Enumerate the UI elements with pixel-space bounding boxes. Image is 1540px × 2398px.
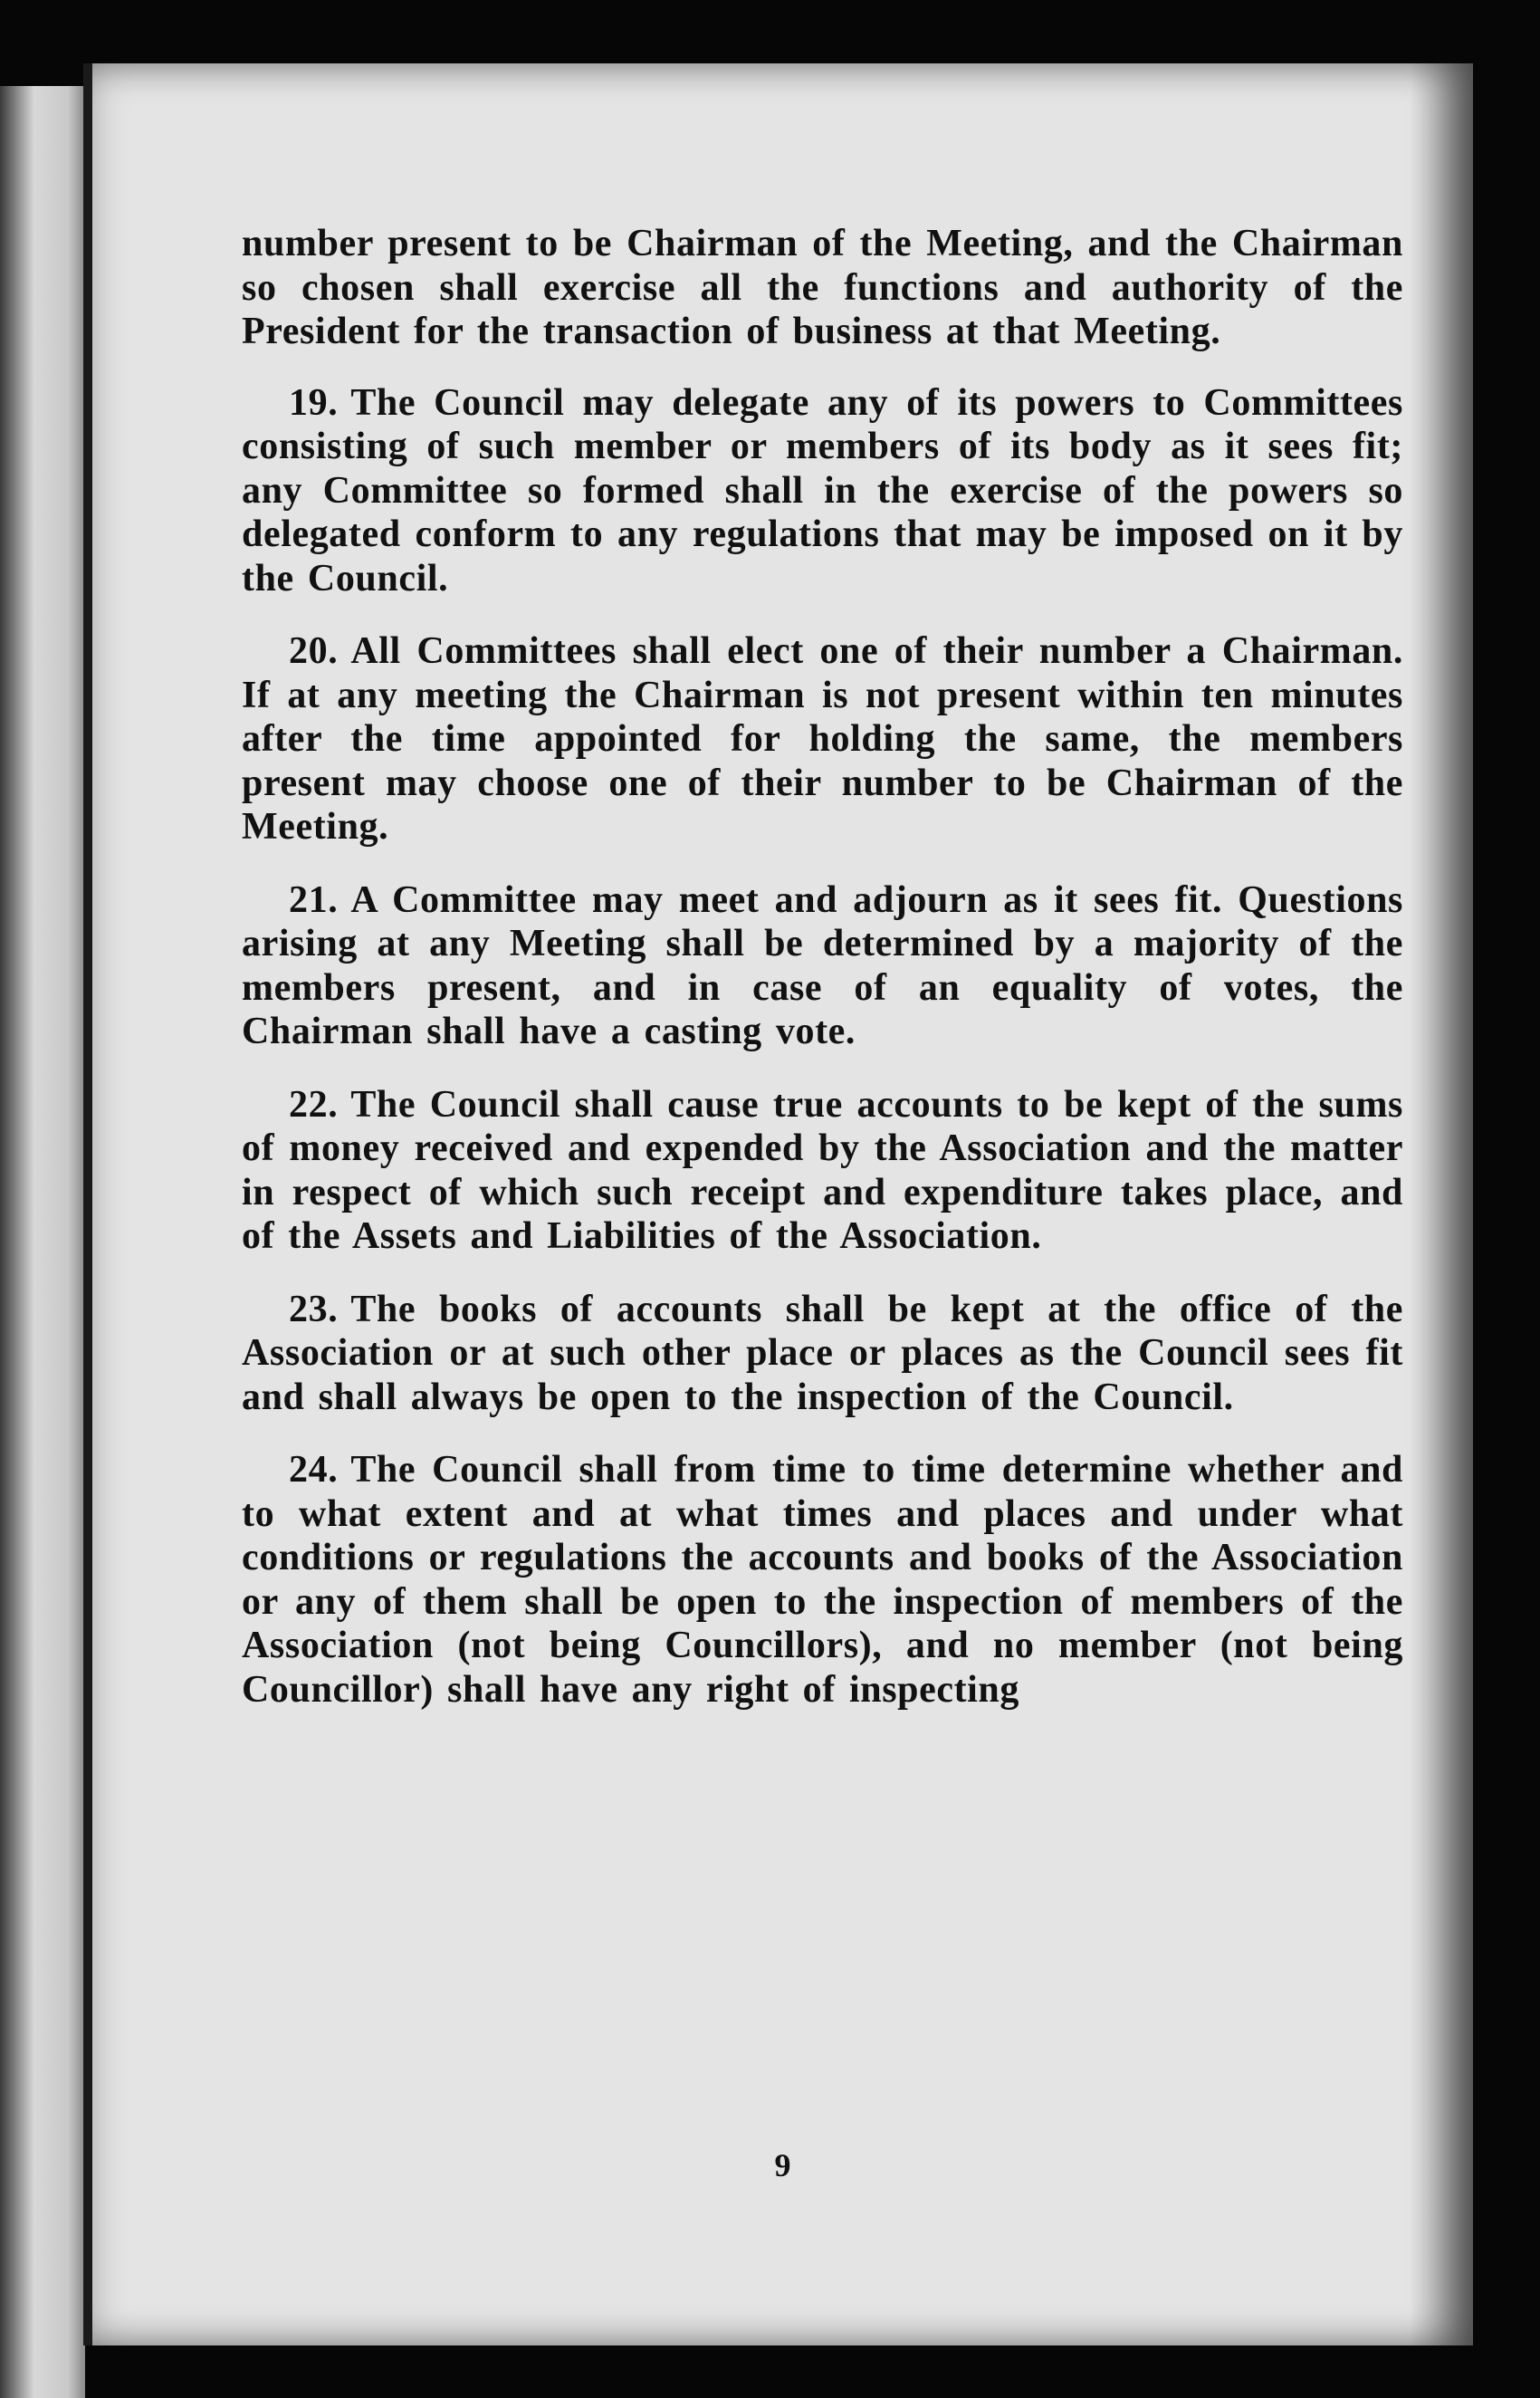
clause-number: 21. <box>289 878 339 921</box>
clause-text: The Council shall cause true accounts to be kept of the sums of money received and expended by the Association and the matter in respect of which such receipt and expenditure takes place, and of the Assets and Liabilities of the Association. <box>242 1083 1403 1257</box>
clause-21 <box>242 878 1403 1054</box>
clause-text: The Council may delegate any of its powers to Committees consisting of such member or members of its body as it sees fit; any Committee so formed shall in the exercise of the powers so delegated conform to any regulations that may be imposed on it by the Council. <box>242 381 1403 600</box>
continuation-paragraph: number present to be Chairman of the Meeting, and the Chairman so chosen shall exercise all the functions and authority of the President for the transaction of business at that Meeting. <box>242 223 1403 352</box>
facing-page-edge <box>0 86 85 2398</box>
clause-number: 23. <box>289 1288 339 1330</box>
clause-23 <box>242 1288 1403 1420</box>
clause-text: The Council shall from time to time determine whether and to what extent and at what times and places and under what conditions or regulations the accounts and books of the Association or any of them shall be open to the inspection of members of the Association (not being Councillors), and no member (not being Councillor) shall have any right of inspecting <box>242 1449 1403 1711</box>
clause-number: 22. <box>289 1083 339 1126</box>
clause-19 <box>242 381 1403 601</box>
clause-22 <box>242 1083 1403 1259</box>
document-page <box>83 63 1473 2345</box>
clause-number: 24. <box>289 1449 339 1491</box>
clause-24 <box>242 1448 1403 1712</box>
clause-text: All Committees shall elect one of their number a Chairman. If at any meeting the Chairman is not present within ten minutes after the time appointed for holding the same, the members present may choose one of their number to be Chairman of the Meeting. <box>242 630 1403 848</box>
clause-number: 20. <box>289 630 339 672</box>
clause-text: The books of accounts shall be kept at the office of the Association or at such other place or places as the Council sees fit and shall always be open to the inspection of the Council. <box>242 1288 1403 1418</box>
clause-number: 19. <box>289 381 339 424</box>
page-number: 9 <box>774 2147 791 2183</box>
body-text <box>242 222 1403 1741</box>
clause-20 <box>242 629 1403 849</box>
clause-text: A Committee may meet and adjourn as it sees fit. Questions arising at any Meeting shall be determined by a majority of the members present, and in case of an equality of votes, the Chairman shall have a casting vote. <box>242 878 1403 1052</box>
